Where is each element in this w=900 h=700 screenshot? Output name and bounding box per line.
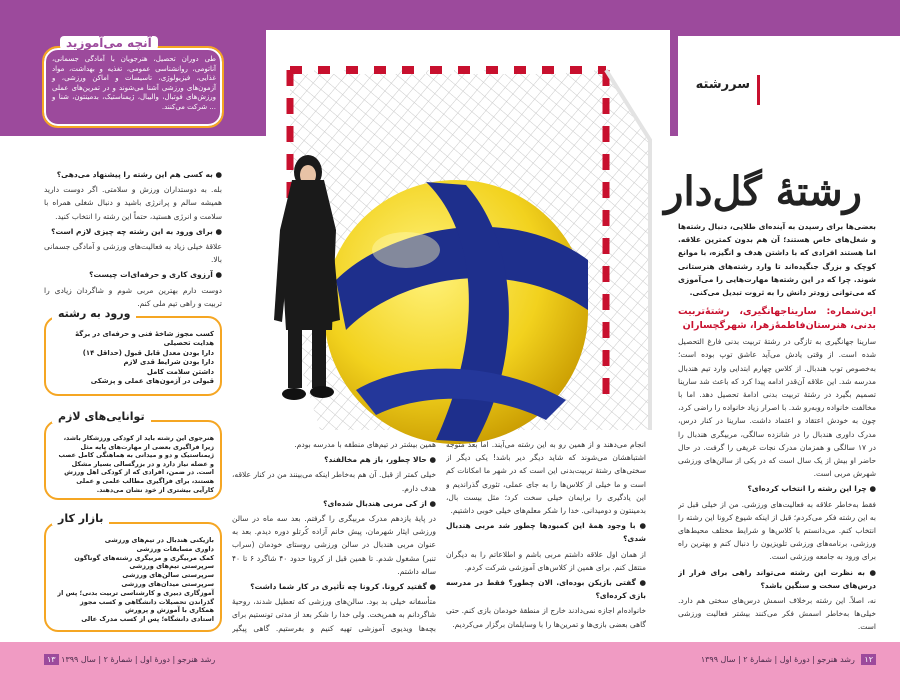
question: ● از کی مربی هندبال شده‌ای؟ <box>323 498 436 508</box>
footer-credit: رشد هنرجو | دورهٔ اول | شمارهٔ ۲ | سال ۱۳۹۹ <box>61 655 216 664</box>
market-line: بازیکنی هندبال در تیم‌های ورزشی <box>104 536 214 544</box>
learn-box-text: طی دوران تحصیل، هنرجویان با آمادگی جسمانی، آناتومی، روانشناسی عمومی، تغذیه و بهداشت، مواد غذایی، فیزیولوژی، تاسیسات و اماکن ورزشی، و آزمون‌های ورزشی آشنا می‌شوند و در تمرین‌های عملی ورزش‌های فوتبال، والیبال، ژیمناستیک، بدمینتون، شنا و ... شرکت می‌کنند. <box>52 55 216 111</box>
answer: بله. به دوستداران ورزش و سلامتی. اگر دوست دارید همیشه سالم و پرانرژی باشید و دنبال شغلی همراه با سلامت و انرژی هستید، حتماً این رشته را انتخاب کنید. <box>44 185 222 221</box>
skills-box-title: توانایی‌های لازم <box>52 410 151 423</box>
answer: علاقهٔ خیلی زیاد به فعالیت‌های ورزشی و آمادگی جسمانی بالا. <box>44 242 222 265</box>
footer-left <box>40 654 215 665</box>
bottom-band <box>0 642 900 700</box>
page-number: ۱۳ <box>44 654 59 665</box>
market-line: سرپرستی میدان‌های ورزشی <box>121 579 214 588</box>
answer: از همان اول علاقه داشتم مربی باشم و اطلاعاتم را به دیگران منتقل کنم. برای همین از کلاس‌های آموزشی شرکت کردم. <box>446 549 646 572</box>
question: ● به کسی هم این رشته را پیشنهاد می‌دهی؟ <box>56 170 222 179</box>
body-col2: انجام می‌دهند و از همین رو به این رشته می‌آیند. اما بعد متوجه اشتباهشان می‌شوند که شاید دیگر دیر باشد! یکی دیگر از سختی‌های رشتهٔ تربیت‌بدنی این است که در شهر ما امکانات کم است و ما خیلی از کلاس‌ها را به جای عملی، تئوری گذراندیم و این یادگیری را برایمان خیلی سخت کرد؛ مثل بیست بال، بدمینتون و دومیدانی. خدا را شکر معلم‌های خیلی خوبی داشتیم. <box>446 440 646 516</box>
skills-box-text: هنرجوی این رشته باید از کودکی ورزشکار باشد، زیرا فراگیری بعضی از مهارت‌های پایه مثل ژیمناستیک و دو و میدانی به هماهنگی کامل عصب و عضله نیاز دارد و در بزرگسالی بسیار مشکل است. در ضمن، افرادی که از کودکی اهل ورزش هستند، برای فراگیری مطالب علمی و عملی کارآیی بیشتری از خود نشان می‌دهند. <box>58 434 214 494</box>
answer: فقط به‌خاطر علاقه به فعالیت‌های ورزشی. من از خیلی قبل تر به این رشته فکر می‌کردم؛ قبل از اینکه شیوع کرونا این رشته را انتخاب کنم. می‌دانستم با کلاس‌ها و شرایط مختلف محیط‌های ورزشی، برنامه‌های ورزشی تلویزیون را دنبال کنم و بهترین راه برای ورود به جامعه ورزشی است. <box>678 499 876 562</box>
answer: خانواده‌ام اجازه نمی‌دادند خارج از منطقهٔ خودمان بازی کنم. حتی گاهی بعضی بازی‌ها و تمرین‌ها را با وسایلمان برگزار می‌کردیم. <box>446 606 646 629</box>
entry-box-list <box>54 330 214 386</box>
market-line: آموزگاری دبیری و کارشناسی تربیت بدنی؛ پس از گذراندن تحصیلات دانشگاهی و کسب مجوز همکاری با آموزش و پرورش <box>57 588 214 615</box>
goal-illustration <box>266 30 670 448</box>
market-line: سرپرستی تیم‌های ورزشی <box>129 562 214 571</box>
article-intro: بعضی‌ها برای رسیدن به آینده‌ای طلایی، دنبال رشته‌ها و شغل‌های خاص هستند؛ آن هم بدون کمترین علاقه. اما هستند افرادی که با داشتن هدف و انگیزه، با موانع کوچک و بزرگ جنگیده‌اند تا وارد رشته‌های هنرستانی شوند. چرا که در این رشته‌ها مهارت‌هایی را می‌آموزی که می‌توانی زودتر دانش را به ثروت تبدیل می‌کنی. <box>678 222 876 298</box>
question: ● گفتید کرونا. کرونا چه تأثیری در کار شما داشت؟ <box>250 582 436 592</box>
entry-box-title: ورود به رشته <box>52 307 136 320</box>
answer: دوست دارم بهترین مربی شوم و شاگردان زیادی را تربیت و راهی تیم ملی کنم. <box>44 285 222 308</box>
entry-line: داشتن سلامت کامل <box>146 367 214 376</box>
article-subhead: این‌شماره: سارینا‌جهانگیری، رشتهٔ‌تربیت بدنی، هنرستان‌فاطمهٔ‌زهرا، شهرگچساران <box>678 306 876 332</box>
footer-credit: رشد هنرجو | دورهٔ اول | شمارهٔ ۲ | سال ۱۳۹۹ <box>700 655 855 664</box>
market-box-list <box>54 536 214 624</box>
entry-line: دارا بودن معدل قابل قبول (حداقل ۱۴) <box>82 348 214 357</box>
answer: در پایهٔ یازدهم مدرک مربیگری را گرفتم. بعد سه ماه در سالن ورزشی ایثار شهرمان، پیش خانم آزاده کُرتلو دوره دیدم. بعد به عنوان مربی هندبال در سالن ورزشی روستای خودمان (سراب تنبر) مشغول شدم. تا همین قبل از کرونا حدود ۴۰ شاگرد ۶ تا ۴۰ ساله داشتم. <box>232 514 436 576</box>
question: ● حالا چطور، باز هم مخالفند؟ <box>324 455 436 465</box>
answer: خیلی کمتر از قبل. آن هم به‌خاطر اینکه می‌بینند من در کنار علاقه، هدف دارم. <box>232 470 436 493</box>
left-qa-column <box>44 168 222 310</box>
center-right-column <box>446 438 646 634</box>
body-col3: همین بیشتر در تیم‌های منطقه با مدرسه بودم. <box>294 440 436 449</box>
question: ● به نظرت این رشته می‌تواند راهی برای فرار از درس‌های سخت و سنگین باشد؟ <box>678 567 876 590</box>
market-box-title: بازار کار <box>52 512 109 525</box>
question: ● گفتی بازیکن بوده‌ای. الان چطور؟ فقط در مدرسه بازی کرده‌ای؟ <box>446 578 646 601</box>
entry-line: دارا بودن شرایط قدی لازم <box>123 358 214 367</box>
article-photo <box>266 30 670 448</box>
market-line: سرپرستی سالن‌های ورزشی <box>122 571 214 580</box>
market-line: کمک مربیگری و مربیگری رشته‌های گوناگون <box>74 553 214 562</box>
body-right: سارینا جهانگیری به تازگی در رشتهٔ تربیت بدنی فارغ التحصیل شده است. از وقتی یادش می‌آید عاشق توپ بوده است؛ به‌خصوص توپ هندبال. از کلاس چهارم ابتدایی وارد تیم هندبال مدرسه شد. این علاقه آن‌قدر ادامه پیدا کرد که باعث شد سارینا تصمیم بگیرد در رشتهٔ تربیت بدنی ادامهٔ تحصیل دهد. اما با مخالفت خانواده روبه‌رو شد. با اصرار زیاد خانواده را راضی کرد، چون به خودش اعتقاد و اعتماد داشت. سارینا در کنار درس، مدرک داوری هندبال را در شانزده سالگی، مربیگری هندبال را در ۱۷ سالگی و همزمان مدرک نجات غریقی را گرفت. در حال حاضر او بیش از یک سال است که در یکی از سالن‌های ورزشی شهرش مربی است. <box>678 337 876 479</box>
page-number: ۱۲ <box>861 654 876 665</box>
learn-box-title: آنچه می‌آموزید <box>60 36 158 50</box>
question: ● آرزوی کاری و حرفه‌ای‌ات چیست؟ <box>89 270 222 280</box>
center-left-column <box>232 438 436 634</box>
section-title: سررشته <box>695 77 750 92</box>
footer-right <box>701 654 876 665</box>
entry-line: قبولی در آزمون‌های عملی و پزشکی <box>90 377 214 386</box>
market-line: داوری مسابقات ورزشی <box>136 544 214 553</box>
section-marker <box>757 75 760 105</box>
question: ● چرا این رشته را انتخاب کرده‌ای؟ <box>747 484 876 494</box>
article-title: رشتهٔ گل‌دار <box>664 168 862 215</box>
right-column <box>678 220 876 640</box>
market-line: استادی دانشگاه؛ پس از کسب مدرک عالی <box>81 615 214 624</box>
question: ● برای ورود به این رشته چه چیزی لازم است؟ <box>51 226 222 236</box>
answer: متأسفانه خیلی بد بود. سالن‌های ورزشی که تعطیل شدند، روحیهٔ شاگردانم به همریخت. ولی خدا را شکر بعد از مدتی تونستیم برای بچه‌ها ویدیوی آموزشی تهیه کنیم و بفرستیم. گاهی پیگیر <box>232 597 436 633</box>
question: ● با وجود همهٔ این کمبودها چطور شد مربی هندبال شدی؟ <box>446 521 646 544</box>
entry-line: کسب مجوز شاخهٔ فنی و حرفه‌ای در برگهٔ هدایت تحصیلی <box>75 330 214 348</box>
answer: نه، اصلاً. این رشته برخلاف اسمش درس‌های سختی هم دارد. خیلی‌ها به‌خاطر اسمش فکر می‌کنند بیشتر فعالیت ورزشی است. <box>678 596 876 632</box>
